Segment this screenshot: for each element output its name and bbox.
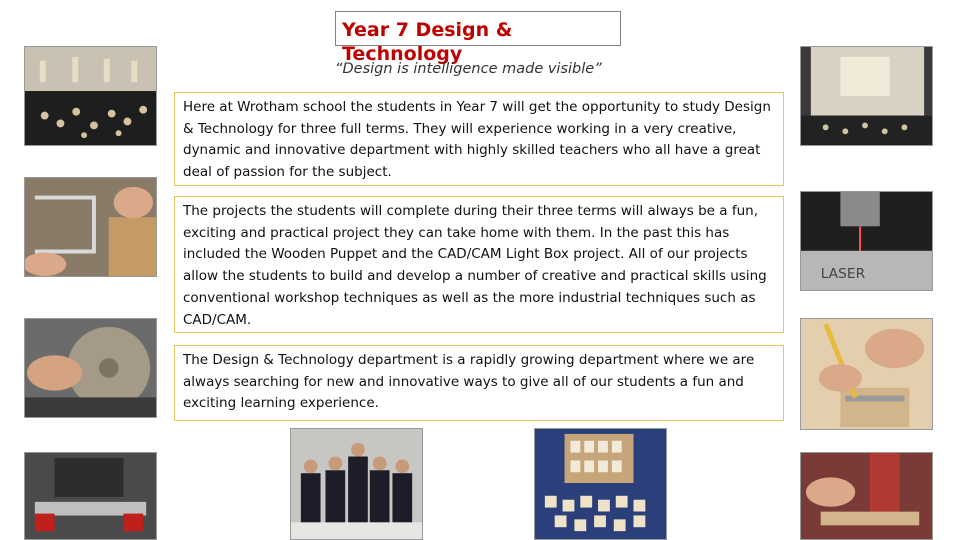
- intro-paragraph: Here at Wrotham school the students in Year 7 will get the opportunity to study Design & Technology for three full terms. They will experience working in a very creative, dynamic and innovative department with highly skilled teachers who all have a great deal of passion for the subject.: [174, 92, 784, 186]
- laser-bed-text: LASER: [820, 266, 866, 283]
- disc-sander-photo: [24, 318, 157, 418]
- department-paragraph: The Design & Technology department is a rapidly growing department where we are always searching for new and innovative ways to give all of our students a fun and exciting learning experience.: [174, 345, 784, 421]
- workshop-machine-photo: [24, 452, 157, 540]
- page-title-line-2: Technology: [342, 43, 463, 65]
- page-title: [342, 18, 620, 66]
- projects-paragraph: The projects the students will complete during their three terms will always be a fun, exciting and practical project they can take home with them. In the past this has included the Wooden Puppet and the CAD/CAM Light Box project. All of our projects allow the students to build and develop a number of creative and practical skills using conventional workshop techniques as well as the more industrial techniques such as CAD/CAM.: [174, 196, 784, 333]
- light-box-projects-photo: [534, 428, 667, 540]
- page-title-line-1: Year 7 Design &: [342, 19, 513, 41]
- quote-subtitle: “Design is intelligence made visible”: [335, 61, 602, 77]
- laser-cutter-photo: [800, 191, 933, 291]
- students-with-teacher-photo: [290, 428, 423, 540]
- light-box-display-photo: [800, 46, 933, 146]
- title-box: [335, 11, 621, 65]
- puppets-display-photo: [24, 46, 157, 146]
- marking-out-photo: [800, 318, 933, 430]
- coping-saw-photo: [24, 177, 157, 277]
- drilling-photo: [800, 452, 933, 540]
